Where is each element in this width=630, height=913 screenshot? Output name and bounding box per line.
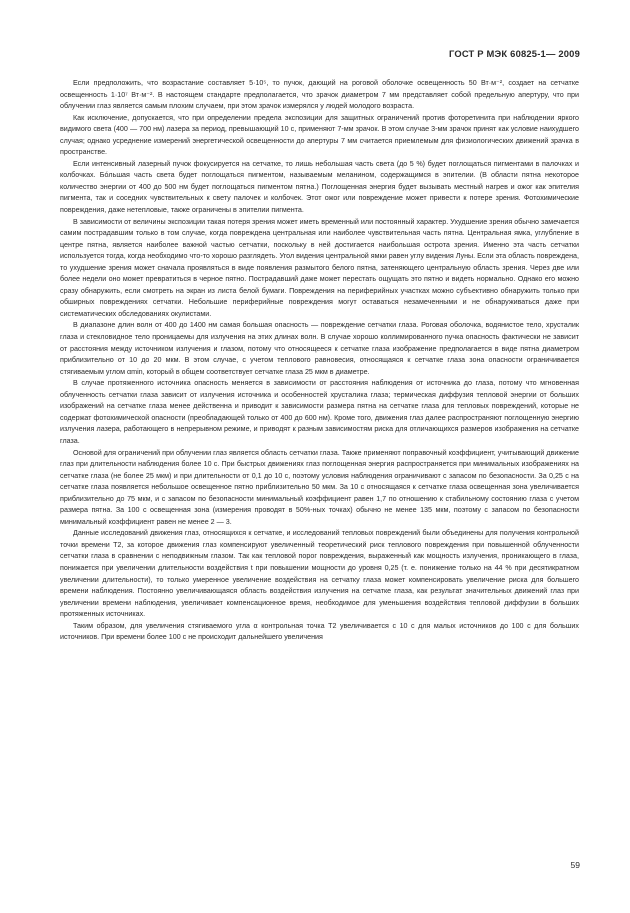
body-text — [60, 78, 579, 644]
page-number: 59 — [570, 860, 580, 870]
paragraph-3: Если интенсивный лазерный пучок фокусируется на сетчатке, то лишь небольшая часть света (до 5 %) будет поглощаться пигментами в палочках и колбочках. Бóльшая часть света будет поглощаться пигментом, называемым меланином, содержащимся в эпителии. (В области пятна некоторое количество энергии от 400 до 500 нм будет поглощаться пигментом пятна.) Поглощенная энергия будет вызывать местный нагрев и ожог как эпителия пигмента, так и соседних чувствительных к свету палочек и колбочек. Этот ожог или повреждение может привести к потере зрения. Фотохимические повреждения, даже нетепловые, также ограничены в эпителии пигмента. — [60, 159, 579, 215]
paragraph-6: В случае протяженного источника опасность меняется в зависимости от расстояния наблюдения от источника до глаза, потому что мгновенная облученность сетчатки глаза зависит от излучения источника и особенностей хрусталика глаза; термическая диффузия тепловой энергии от больших изображений на сетчатке глаза менее действенна и приводит к зависимости размера пятна на сетчатке глаза для тепловых повреждений, которые не содержат фотохимической опасности (преобладающей только от 400 до 600 нм). Кроме того, движения глаз далее распространяют поглощенную энергию излучения лазера, работающего в непрерывном режиме, и приводят к разным зависимостям риска для отличающихся размеров изображения на сетчатке глаза. — [60, 379, 579, 445]
paragraph-7: Основой для ограничений при облучении глаз является область сетчатки глаза. Также применяют поправочный коэффициент, учитывающий движение глаз при длительности наблюдения более 10 с. При быстрых движениях глаз поглощенная энергия распространяется при минимальных изображениях на сетчатке глаза (не более 25 мкм) и при длительности от 0,1 до 10 с, поэтому условия наблюдения ограничивают с запасом по безопасности. За 0,25 с на сетчатке глаза появляется небольшое освещенное пятно приблизительно 50 мкм. За 10 с относящаяся к сетчатке глаза освещенная зона увеличивается приблизительно до 75 мкм, и с запасом по безопасности минимальный коэффициент равен 1,7 по отношению к стабильному состоянию глаза с учетом размера пятна. За 100 с освещенная зона (измерения проводят в 50%-ных точках) обычно не менее 135 мкм, поэтому с запасом по безопасности минимальный коэффициент равен не менее 2 — 3. — [60, 448, 579, 526]
paragraph-9: Таким образом, для увеличения стягиваемого угла α контрольная точка T2 увеличивается с 10 с для малых источников до 100 с для больших источников. При времени более 100 с не происходит дальнейшего увеличения — [60, 621, 579, 642]
paragraph-5: В диапазоне длин волн от 400 до 1400 нм самая большая опасность — повреждение сетчатки глаза. Роговая оболочка, водянистое тело, хрусталик глаза и стекловидное тело проницаемы для излучения на этих длинах волн. В случае хорошо коллимированного пучка опасность фактически не зависит от расстояния между источником излучения и глазом, потому что относящееся к сетчатке глаза изображение предполагается в виде пятна диаметром приблизительно от 10 до 20 мкм. В этом случае, с учетом теплового равновесия, относящаяся к сетчатке глаза зона опасности ограничивается стягиваемым углом αmin, который в общем соответствует сетчатке глаза 25 мкм в диаметре. — [60, 321, 579, 376]
page-header-title: ГОСТ Р МЭК 60825-1— 2009 — [448, 48, 580, 59]
paragraph-4: В зависимости от величины экспозиции такая потеря зрения может иметь временный или постоянный характер. Ухудшение зрения обычно замечается самим пострадавшим только в том случае, когда повреждена центральная или наиболее чувствительная часть пятна. Центральная ямка, углубление в центре пятна, является наиболее важной частью сетчатки, поскольку в ней достигается наибольшая острота зрения. Именно эта часть сетчатки используется тогда, когда необходимо что-то хорошо разглядеть. Угол видения центральной ямки равен углу видения Луны. Если эта область повреждена, то ухудшение зрения может сначала проявляться в виде появления размытого белого пятна, затеняющего центральную область зрения. Через две или более недели оно может превратиться в черное пятно. Пострадавший даже может перестать ощущать это пятно и видеть нормально. Однако его можно сразу обнаружить, если смотреть на экран из листа белой бумаги. Повреждения на периферийных участках можно субъективно обнаружить только при обширных повреждениях сетчатки. Небольшие периферийные повреждения могут оставаться незамеченными и не обнаруживаться даже при систематических обследованиях окулистами. — [60, 217, 579, 318]
paragraph-1: Если предположить, что возрастание составляет 5·10⁵, то пучок, дающий на роговой оболочке освещенность 50 Вт·м⁻², создает на сетчатке освещенность 1·10⁷ Вт·м⁻². В настоящем стандарте предполагается, что зрачок диаметром 7 мм представляет собой предельную апертуру, что при облучении глаз является самым плохим случаем, при этом зрачок измерялся у людей молодого возраста. — [60, 79, 579, 111]
paragraph-2: Как исключение, допускается, что при определении предела экспозиции для защитных ограничений против фоторетинита при наблюдении яркого видимого света (400 — 700 нм) лазера за период, превышающий 10 с, применяют 7-мм зрачок. В этом случае 3-мм зрачок принят как условие наихудшего случая; однако усреднение измерений энергетической освещенности до апертуры 7 мм считается приемлемым для физиологических движений зрачка в пространстве. — [60, 113, 579, 157]
paragraph-8: Данные исследований движения глаз, относящихся к сетчатке, и исследований тепловых повреждений были объединены для получения контрольной точки времени T2, за которое движения глаз компенсируют увеличенный теоретический риск теплового повреждения при повышенной облученности сетчатки глаза в сравнении с неподвижным глазом. Так как тепловой порог повреждения, выраженный как мощность излучения, проникающего в глаза, понижается при увеличении длительности воздействия t при повышении мощности до уровня 0,25 (т. е. понижение только на 44 % при десятикратном увеличении длительности), то только умеренное увеличение воздействия на сетчатку глаза может компенсировать увеличение риска для большего времени наблюдения. Постоянно увеличивающаяся область воздействия излучения на сетчатке глаза, как результат значительных движений глаз при увеличении времени наблюдения, увеличивает компенсационное время, необходимое для уменьшения воздействия тепловой диффузии в больших протяженных источниках. — [60, 529, 579, 619]
